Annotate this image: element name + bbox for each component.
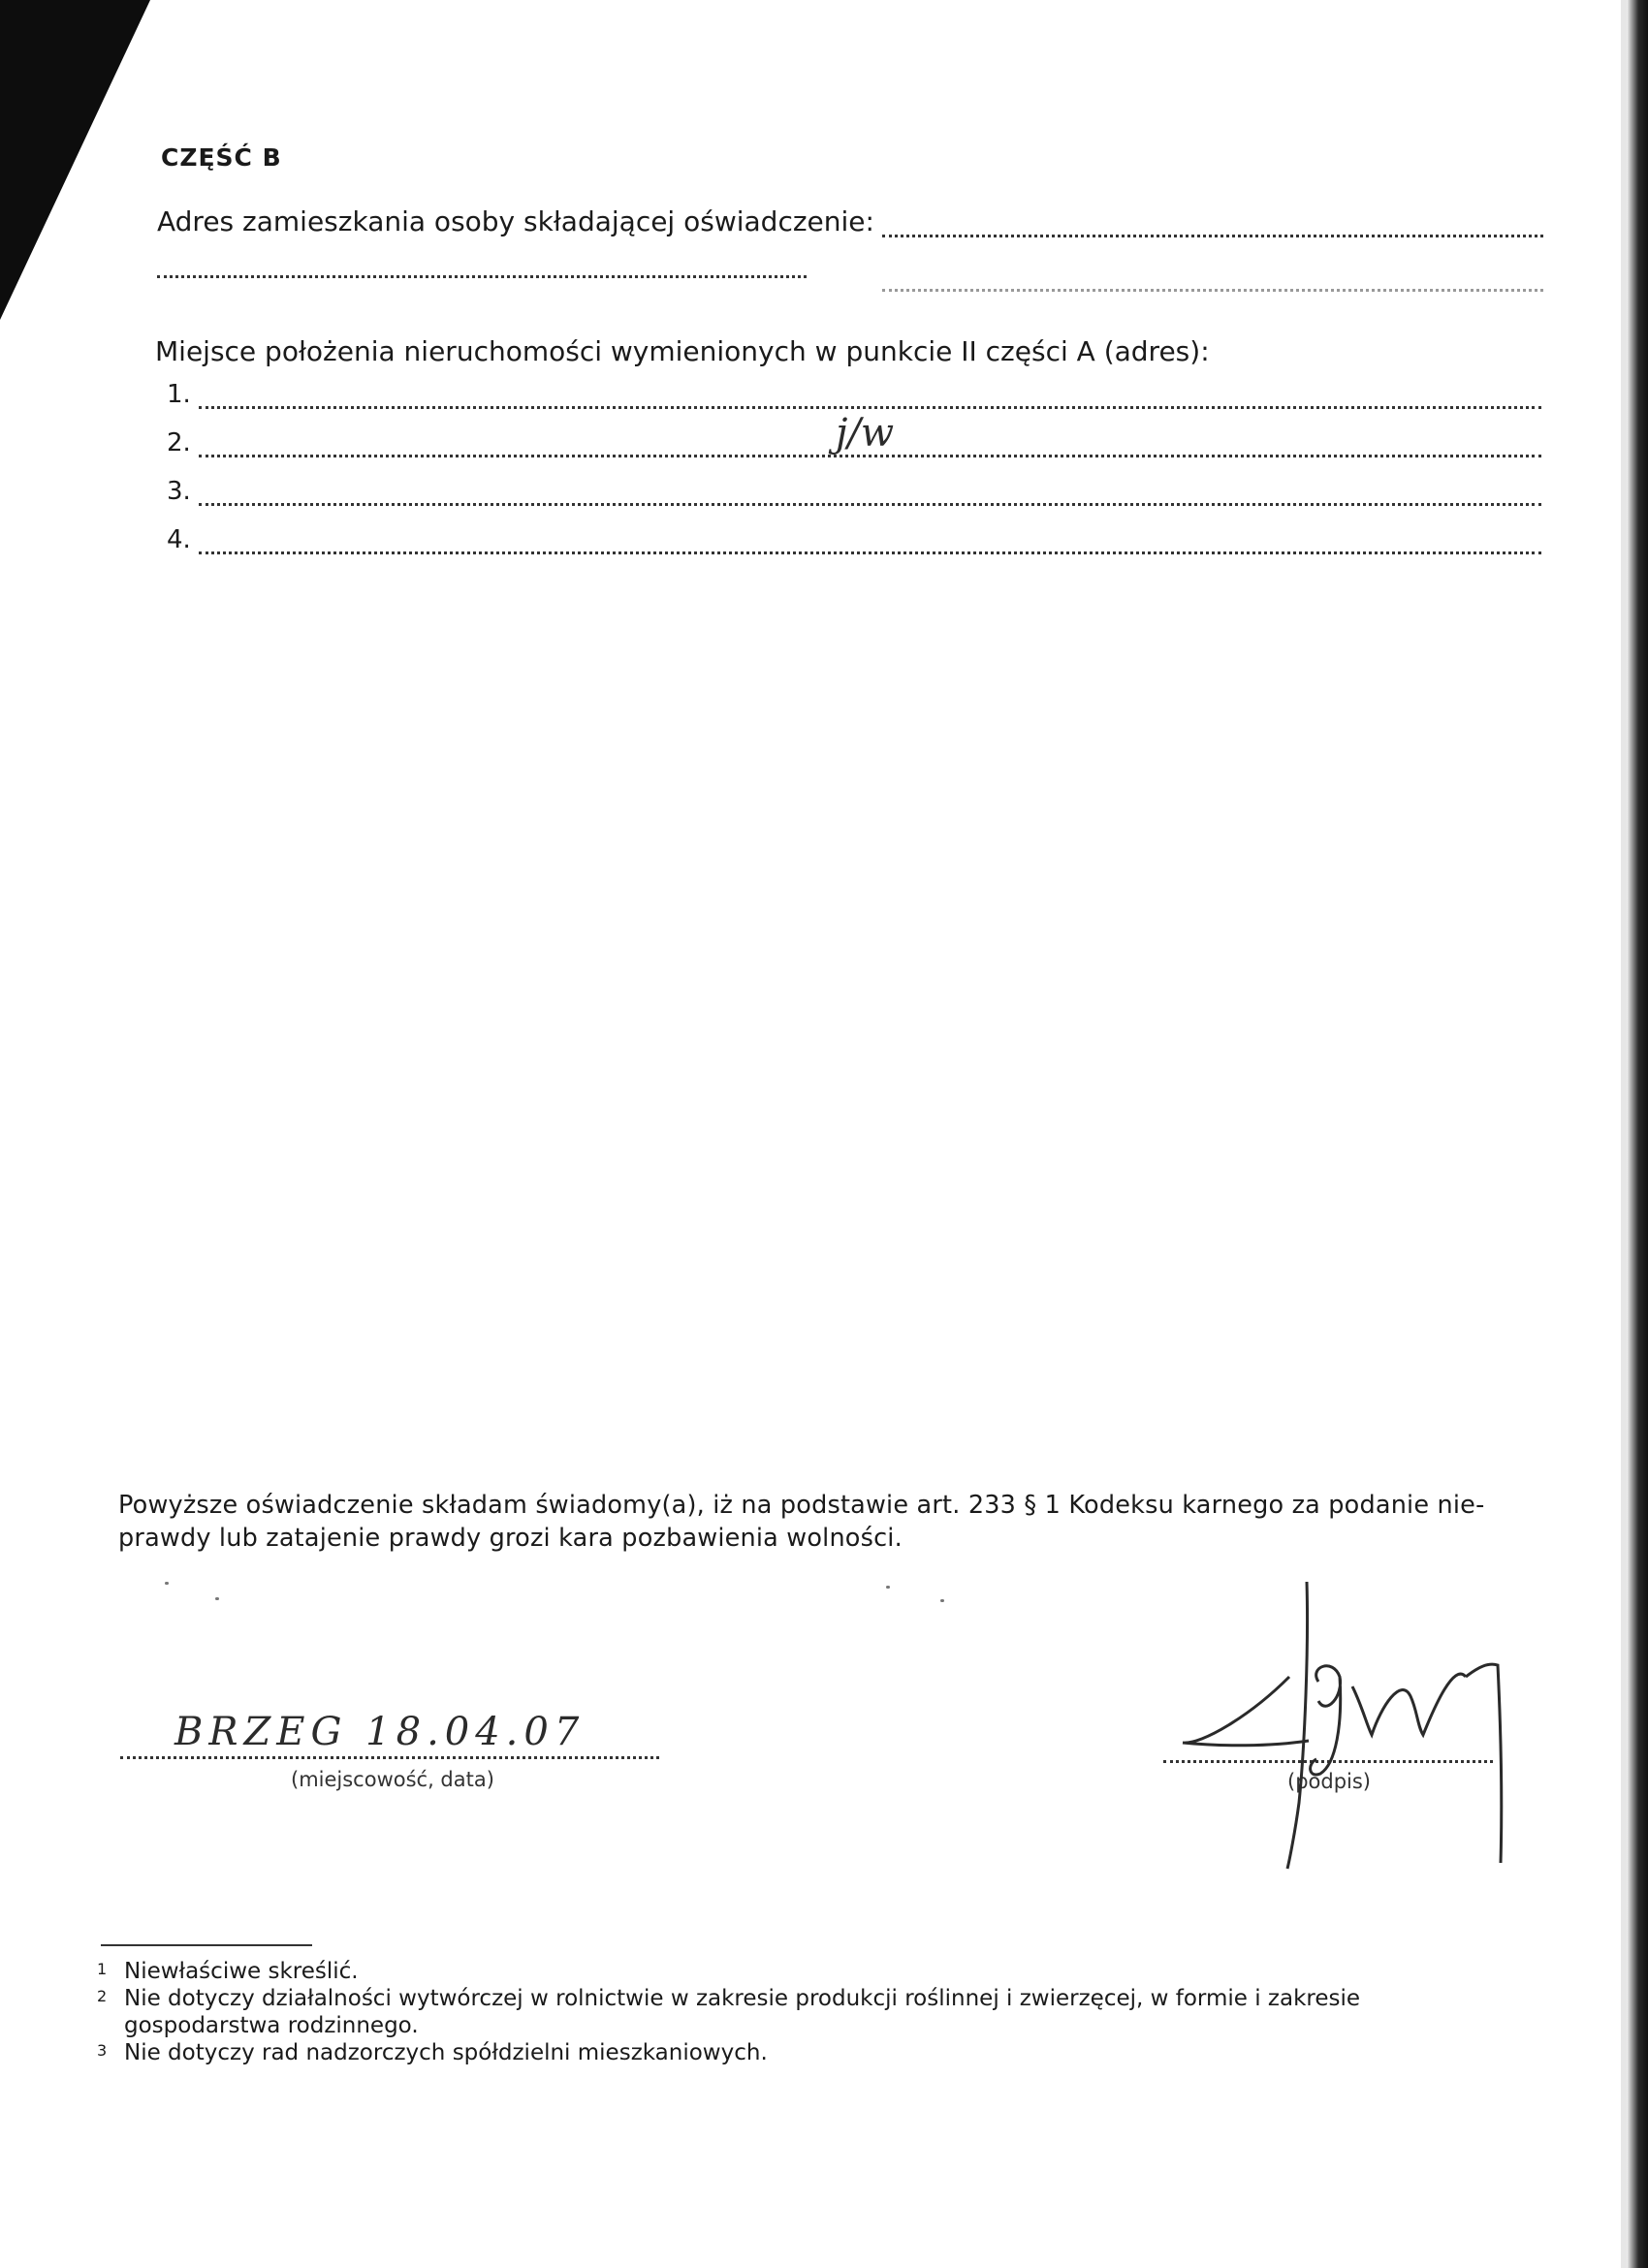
scan-shadow-corner — [0, 0, 155, 330]
address-field-2b[interactable] — [882, 268, 1543, 292]
property-item-number: 1. — [167, 380, 191, 409]
property-label: Miejsce położenia nieruchomości wymienionych w punkcie II części A (adres): — [155, 335, 1210, 367]
property-item-number: 2. — [167, 428, 191, 457]
address-field-2a[interactable] — [157, 254, 807, 278]
footnote-mark: 3 — [97, 2041, 108, 2060]
property-item-1 — [167, 380, 1541, 409]
footnote-3 — [97, 2039, 1512, 2066]
footnote-1 — [97, 1958, 1512, 1985]
statement-text — [118, 1489, 1514, 1555]
address-line-2b — [882, 268, 1543, 292]
property-item-4 — [167, 525, 1541, 554]
handwritten-signature — [1163, 1570, 1532, 1880]
place-date-handwritten: BRZEG 18.04.07 — [174, 1710, 586, 1754]
place-date-field[interactable] — [120, 1756, 659, 1759]
footnote-text: Nie dotyczy działalności wytwórczej w rolnictwie w zakresie produkcji roślinnej i zwierzęcej, w formie i zakresie gospodarstwa rodzinnego. — [124, 1986, 1361, 2038]
property-item-number: 4. — [167, 525, 191, 554]
address-field-1[interactable] — [882, 213, 1543, 237]
property-item-field[interactable] — [199, 530, 1541, 554]
footnote-2 — [97, 1985, 1512, 2039]
footnote-rule — [101, 1944, 312, 1946]
signature-caption: (podpis) — [1287, 1770, 1371, 1793]
footnote-mark: 1 — [97, 1960, 108, 1978]
property-item-3 — [167, 477, 1541, 506]
property-item-field[interactable] — [199, 482, 1541, 506]
scan-speck — [940, 1599, 944, 1602]
statement-line-2: prawdy lub zatajenie prawdy grozi kara pozbawienia wolności. — [118, 1524, 903, 1553]
address-label: Adres zamieszkania osoby składającej oświadczenie: — [157, 205, 874, 237]
scan-speck — [165, 1582, 169, 1585]
footnotes — [97, 1958, 1512, 2066]
footnote-text: Niewłaściwe skreślić. — [124, 1959, 359, 1984]
scan-speck — [215, 1597, 219, 1600]
property-item-field[interactable] — [199, 385, 1541, 409]
scan-speck — [886, 1586, 890, 1589]
address-line-1 — [157, 205, 1543, 237]
footnote-mark: 2 — [97, 1987, 108, 2005]
property-item-2-handwritten-value: j/w — [836, 411, 895, 456]
section-title: CZĘŚĆ B — [161, 143, 282, 172]
footnote-text: Nie dotyczy rad nadzorczych spółdzielni mieszkaniowych. — [124, 2040, 768, 2065]
place-date-caption: (miejscowość, data) — [291, 1768, 494, 1791]
scan-edge-dark — [1627, 0, 1648, 2268]
address-line-2a — [157, 254, 807, 278]
property-label-line — [155, 335, 1541, 367]
property-item-number: 3. — [167, 477, 191, 506]
statement-line-1: Powyższe oświadczenie składam świadomy(a), iż na podstawie art. 233 § 1 Kodeksu karnego za podanie nie- — [118, 1491, 1485, 1520]
